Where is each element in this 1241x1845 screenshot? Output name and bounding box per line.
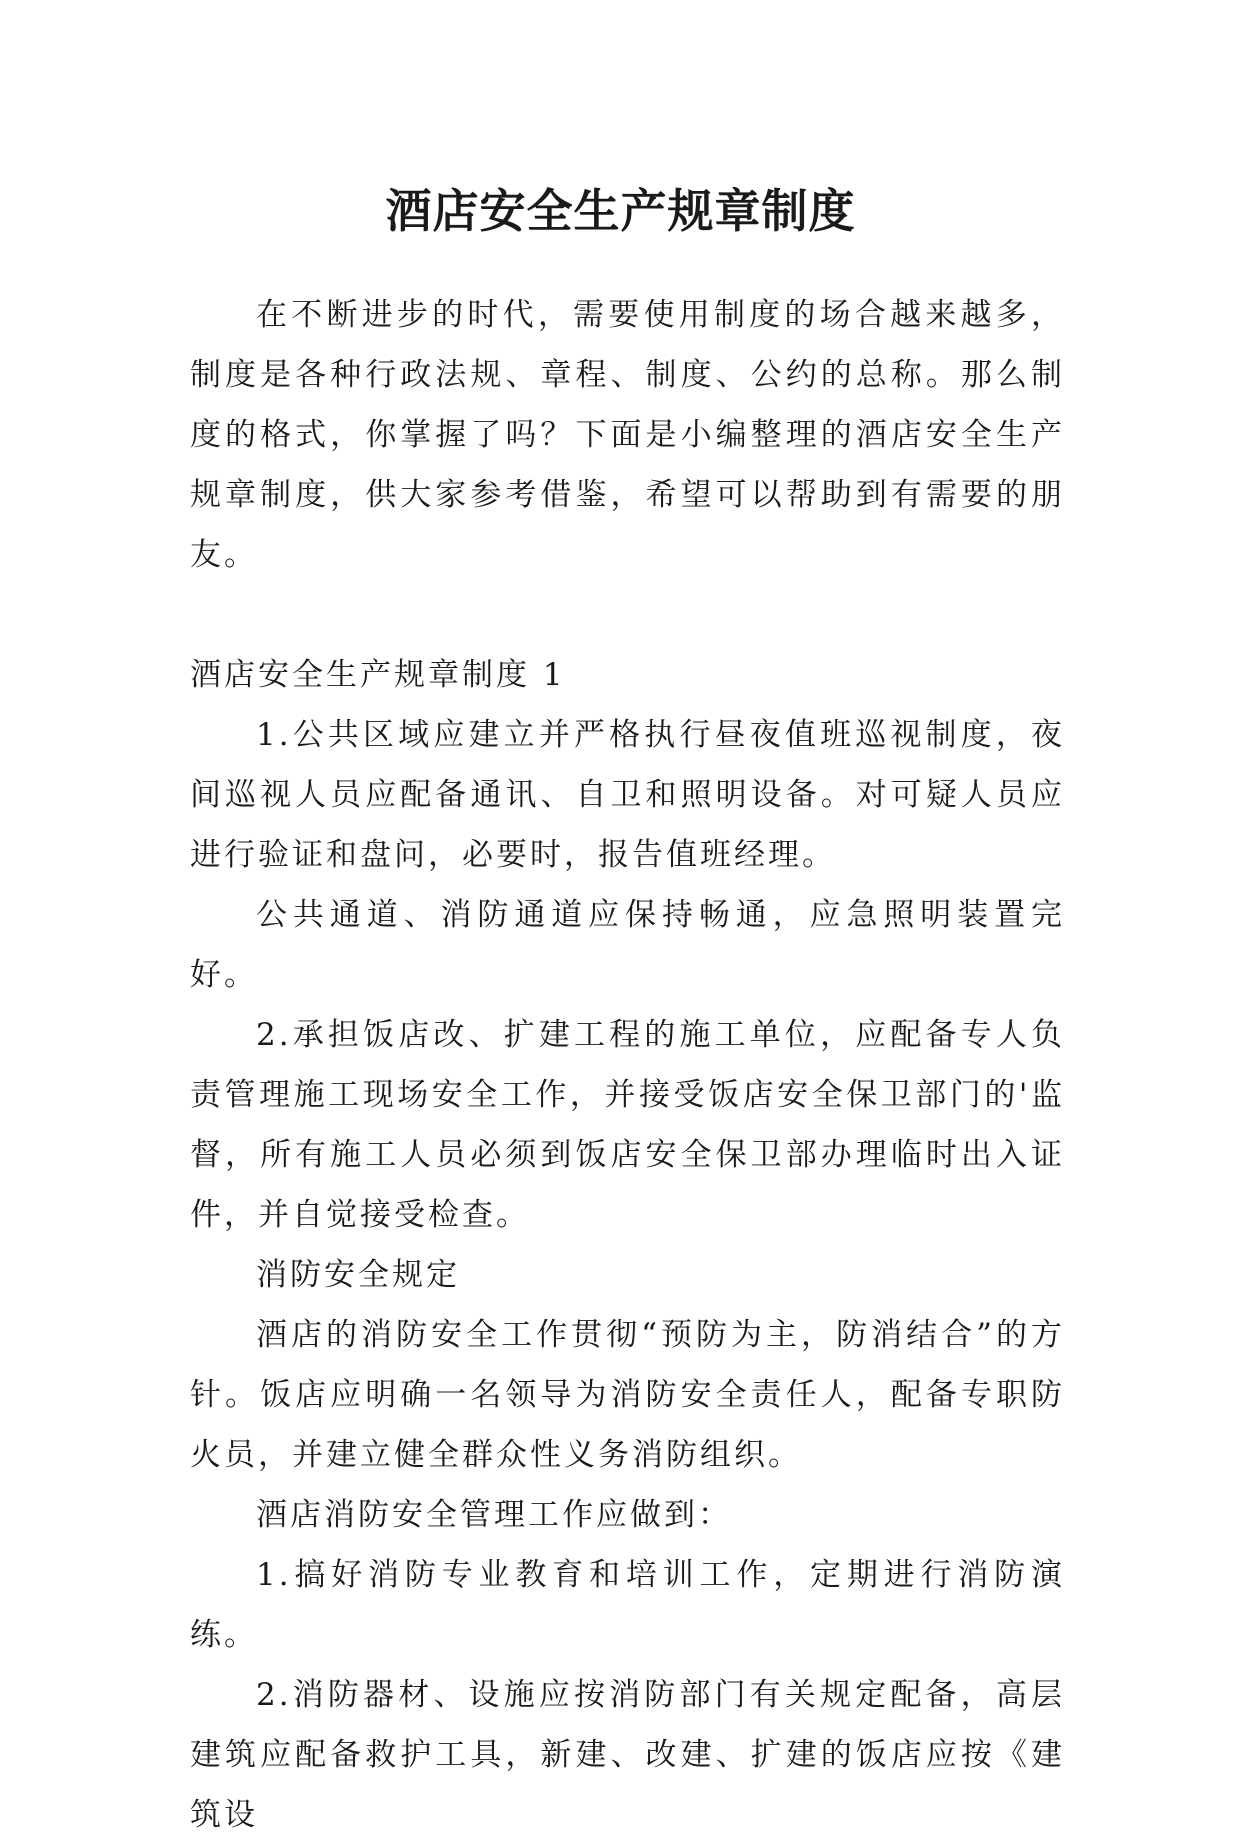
fire-duty-training: 1.搞好消防专业教育和培训工作，定期进行消防演练。 bbox=[190, 1557, 1065, 1653]
fire-duty-equipment: 2.消防器材、设施应按消防部门有关规定配备，高层建筑应配备救护工具，新建、改建、扩建的饭店应按《建筑设 bbox=[190, 1677, 1065, 1833]
intro-paragraph: 在不断进步的时代，需要使用制度的场合越来越多，制度是各种行政法规、章程、制度、公约的总称。那么制度的格式，你掌握了吗？下面是小编整理的酒店安全生产规章制度，供大家参考借鉴，希望可以帮助到有需要的朋友。 bbox=[190, 297, 1065, 573]
fire-safety-policy: 酒店的消防安全工作贯彻“预防为主，防消结合”的方针。饭店应明确一名领导为消防安全责任人，配备专职防火员，并建立健全群众性义务消防组织。 bbox=[190, 1317, 1065, 1473]
subheading-fire-safety: 消防安全规定 bbox=[256, 1257, 460, 1293]
rule-construction-safety: 2.承担饭店改、扩建工程的施工单位，应配备专人负责管理施工现场安全工作，并接受饭店安全保卫部门的'监督，所有施工人员必须到饭店安全保卫部办理临时出入证件，并自觉接受检查。 bbox=[190, 1017, 1065, 1233]
section-heading: 酒店安全生产规章制度 1 bbox=[190, 657, 566, 693]
fire-safety-duties-intro: 酒店消防安全管理工作应做到： bbox=[256, 1497, 732, 1533]
rule-passage-clear: 公共通道、消防通道应保持畅通，应急照明装置完好。 bbox=[190, 897, 1065, 993]
document-title: 酒店安全生产规章制度 bbox=[385, 183, 856, 238]
document-body bbox=[190, 285, 1065, 1845]
rule-public-area-patrol: 1.公共区域应建立并严格执行昼夜值班巡视制度，夜间巡视人员应配备通讯、自卫和照明设备。对可疑人员应进行验证和盘问，必要时，报告值班经理。 bbox=[190, 717, 1065, 873]
paragraph-gap bbox=[190, 585, 1065, 645]
